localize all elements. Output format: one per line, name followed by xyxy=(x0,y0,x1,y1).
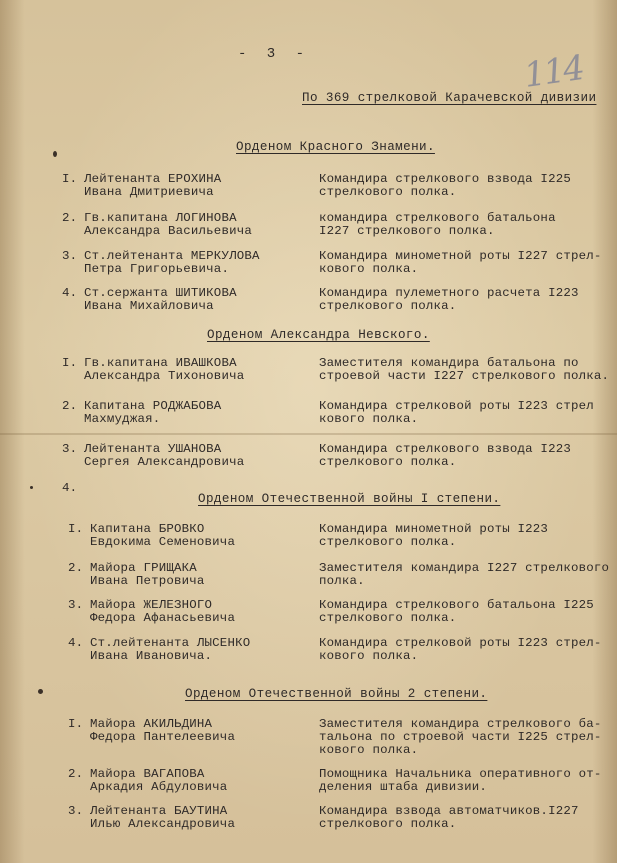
entry-position: тальона по строевой части I225 стрел- xyxy=(319,730,602,744)
entry-given-name: Александра Тихоновича xyxy=(84,369,245,383)
ink-speck xyxy=(53,151,57,157)
entry-number: 3. xyxy=(68,804,84,818)
entry-rank-name: Ст.лейтенанта ЛЫСЕНКО xyxy=(90,636,251,650)
entry-position: Командира минометной роты I223 xyxy=(319,522,549,536)
entry-position: деления штаба дивизии. xyxy=(319,780,487,794)
entry-given-name: Александра Васильевича xyxy=(84,224,252,238)
entry-given-name: Евдокима Семеновича xyxy=(90,535,236,549)
entry-number: I. xyxy=(68,717,84,731)
entry-position: кового полка. xyxy=(319,743,419,757)
entry-given-name: Ивана Михайловича xyxy=(84,299,214,313)
section-heading: Орденом Отечественной войны I степени. xyxy=(198,492,501,506)
entry-number: I. xyxy=(62,356,78,370)
entry-position: кового полка. xyxy=(319,262,419,276)
entry-position: стрелкового полка. xyxy=(319,535,457,549)
entry-position: стрелкового полка. xyxy=(319,611,457,625)
entry-given-name: Петра Григорьевича. xyxy=(84,262,230,276)
entry-number: I. xyxy=(62,172,78,186)
entry-given-name: Федора Афанасьевича xyxy=(90,611,236,625)
entry-number: 2. xyxy=(68,767,84,781)
entry-given-name: Ивана Дмитриевича xyxy=(84,185,214,199)
entry-given-name: Ивана Петровича xyxy=(90,574,205,588)
entry-position: полка. xyxy=(319,574,365,588)
stray-number: 4. xyxy=(62,481,78,495)
entry-number: 4. xyxy=(62,286,78,300)
entry-position: Командира стрелкового взвода I225 xyxy=(319,172,571,186)
entry-rank-name: Ст.сержанта ШИТИКОВА xyxy=(84,286,237,300)
entry-position: стрелкового полка. xyxy=(319,817,457,831)
entry-position: Командира стрелкового взвода I223 xyxy=(319,442,571,456)
entry-rank-name: Капитана БРОВКО xyxy=(90,522,205,536)
page-number: - 3 - xyxy=(238,46,311,62)
entry-position: I227 стрелкового полка. xyxy=(319,224,495,238)
entry-number: 3. xyxy=(68,598,84,612)
entry-position: Помощника Начальника оперативного от- xyxy=(319,767,602,781)
entry-given-name: Махмуджая. xyxy=(84,412,161,426)
entry-number: 2. xyxy=(62,211,78,225)
entry-rank-name: Лейтенанта ЕРОХИНА xyxy=(84,172,222,186)
section-heading: Орденом Отечественной войны 2 степени. xyxy=(185,687,488,701)
paper-fold xyxy=(0,433,617,435)
entry-position: кового полка. xyxy=(319,649,419,663)
entry-position: Командира стрелковой роты I223 стрел- xyxy=(319,636,602,650)
entry-given-name: Сергея Александровича xyxy=(84,455,245,469)
section-heading: Орденом Александра Невского. xyxy=(207,328,430,342)
entry-number: 4. xyxy=(68,636,84,650)
entry-rank-name: Майора ЖЕЛЕЗНОГО xyxy=(90,598,213,612)
entry-number: 2. xyxy=(62,399,78,413)
entry-position: Заместителя командира стрелкового ба- xyxy=(319,717,602,731)
entry-position: стрелкового полка. xyxy=(319,299,457,313)
entry-rank-name: Майора ГРИЩАКА xyxy=(90,561,197,575)
entry-position: Командира стрелкового батальона I225 xyxy=(319,598,594,612)
entry-rank-name: Гв.капитана ИВАШКОВА xyxy=(84,356,237,370)
entry-rank-name: Майора ВАГАПОВА xyxy=(90,767,205,781)
entry-position: строевой части I227 стрелкового полка. xyxy=(319,369,610,383)
entry-position: командира стрелкового батальона xyxy=(319,211,556,225)
entry-number: I. xyxy=(68,522,84,536)
handwritten-mark: 114 xyxy=(521,48,586,96)
entry-given-name: Федора Пантелеевича xyxy=(90,730,236,744)
entry-number: 2. xyxy=(68,561,84,575)
section-heading: Орденом Красного Знамени. xyxy=(236,140,435,154)
entry-rank-name: Лейтенанта УШАНОВА xyxy=(84,442,222,456)
entry-given-name: Ивана Ивановича. xyxy=(90,649,213,663)
entry-rank-name: Майора АКИЛЬДИНА xyxy=(90,717,213,731)
entry-position: Заместителя командира I227 стрелкового xyxy=(319,561,610,575)
entry-given-name: Илью Александровича xyxy=(90,817,236,831)
entry-position: Командира минометной роты I227 стрел- xyxy=(319,249,602,263)
entry-number: 3. xyxy=(62,249,78,263)
entry-position: Командира стрелковой роты I223 стрел xyxy=(319,399,594,413)
entry-rank-name: Лейтенанта БАУТИНА xyxy=(90,804,228,818)
entry-position: стрелкового полка. xyxy=(319,185,457,199)
entry-position: Заместителя командира батальона по xyxy=(319,356,579,370)
entry-number: 3. xyxy=(62,442,78,456)
entry-position: Командира пулеметного расчета I223 xyxy=(319,286,579,300)
entry-rank-name: Гв.капитана ЛОГИНОВА xyxy=(84,211,237,225)
entry-position: Командира взвода автоматчиков.I227 xyxy=(319,804,579,818)
entry-rank-name: Ст.лейтенанта МЕРКУЛОВА xyxy=(84,249,260,263)
ink-speck xyxy=(38,689,43,694)
entry-position: стрелкового полка. xyxy=(319,455,457,469)
entry-given-name: Аркадия Абдуловича xyxy=(90,780,228,794)
division-title: По 369 стрелковой Карачевской дивизии xyxy=(302,91,597,105)
entry-position: кового полка. xyxy=(319,412,419,426)
ink-speck xyxy=(30,486,33,489)
entry-rank-name: Капитана РОДЖАБОВА xyxy=(84,399,222,413)
